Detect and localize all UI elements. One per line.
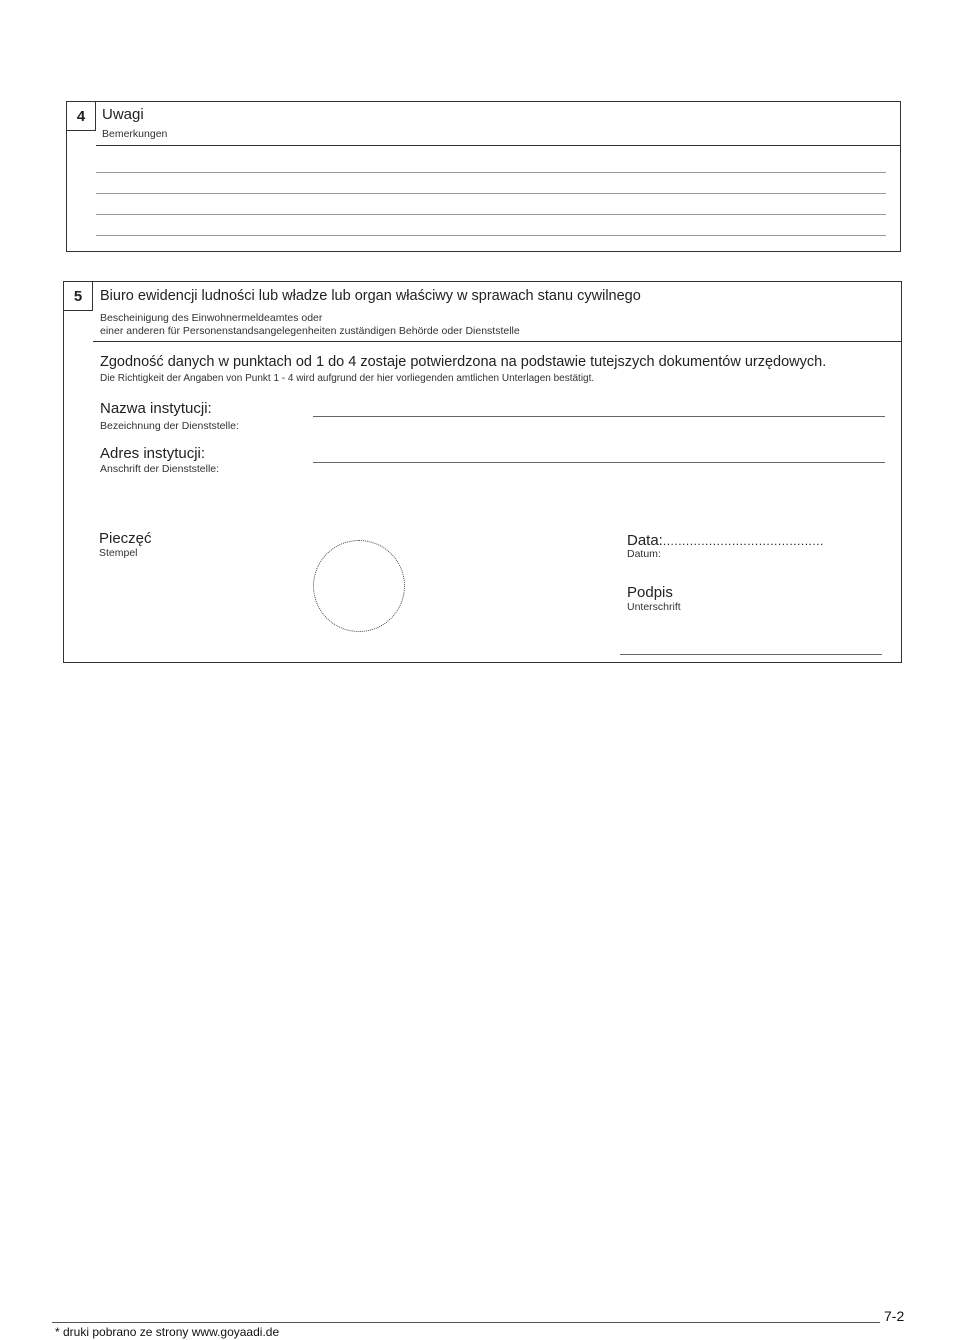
section-4-box [66,101,901,252]
date-label-text: Data: [627,532,663,549]
section-4-header-divider [96,145,901,146]
institution-address-field[interactable] [313,462,885,463]
section-5-title: Biuro ewidencji ludności lub władze lub organ właściwy w sprawach stanu cywilnego [100,288,641,304]
section-4-title: Uwagi [102,106,144,123]
footer-rule [52,1322,880,1323]
remarks-line-3[interactable] [96,214,886,215]
section-5-subtitle-line-1: Bescheinigung des Einwohnermeldeamtes oder [100,312,323,324]
signature-label-de: Unterschrift [627,601,681,613]
date-label-de: Datum: [627,548,661,560]
section-5-subtitle-line-2: einer anderen für Personenstandsangelegenheiten zuständigen Behörde oder Dienststelle [100,325,520,337]
confirmation-text: Zgodność danych w punktach od 1 do 4 zostaje potwierdzona na podstawie tutejszych dokumentów urzędowych. [100,354,827,370]
signature-label: Podpis [627,584,673,601]
institution-name-label-de: Bezeichnung der Dienststelle: [100,420,239,432]
remarks-line-2[interactable] [96,193,886,194]
stamp-label: Pieczęć [99,530,152,547]
institution-name-label: Nazwa instytucji: [100,400,212,417]
page-number: 7-2 [884,1308,905,1324]
institution-address-label-de: Anschrift der Dienststelle: [100,463,220,475]
section-5-number: 5 [63,281,93,311]
section-4-number: 4 [66,101,96,131]
date-label [627,532,824,549]
stamp-label-de: Stempel [99,547,138,559]
section-4-subtitle: Bemerkungen [102,128,168,140]
stamp-area-circle[interactable] [313,540,405,632]
signature-field[interactable] [620,654,882,655]
remarks-line-4[interactable] [96,235,886,236]
remarks-line-1[interactable] [96,172,886,173]
institution-address-label: Adres instytucji: [100,445,206,462]
section-5-header-divider [93,341,902,342]
date-field[interactable]: .......................................... [662,534,824,548]
institution-name-field[interactable] [313,416,885,417]
source-note: * druki pobrano ze strony www.goyaadi.de [55,1325,280,1339]
confirmation-text-de: Die Richtigkeit der Angaben von Punkt 1 - 4 wird aufgrund der hier vorliegenden amtlichen Unterlagen bestätigt. [100,373,595,384]
